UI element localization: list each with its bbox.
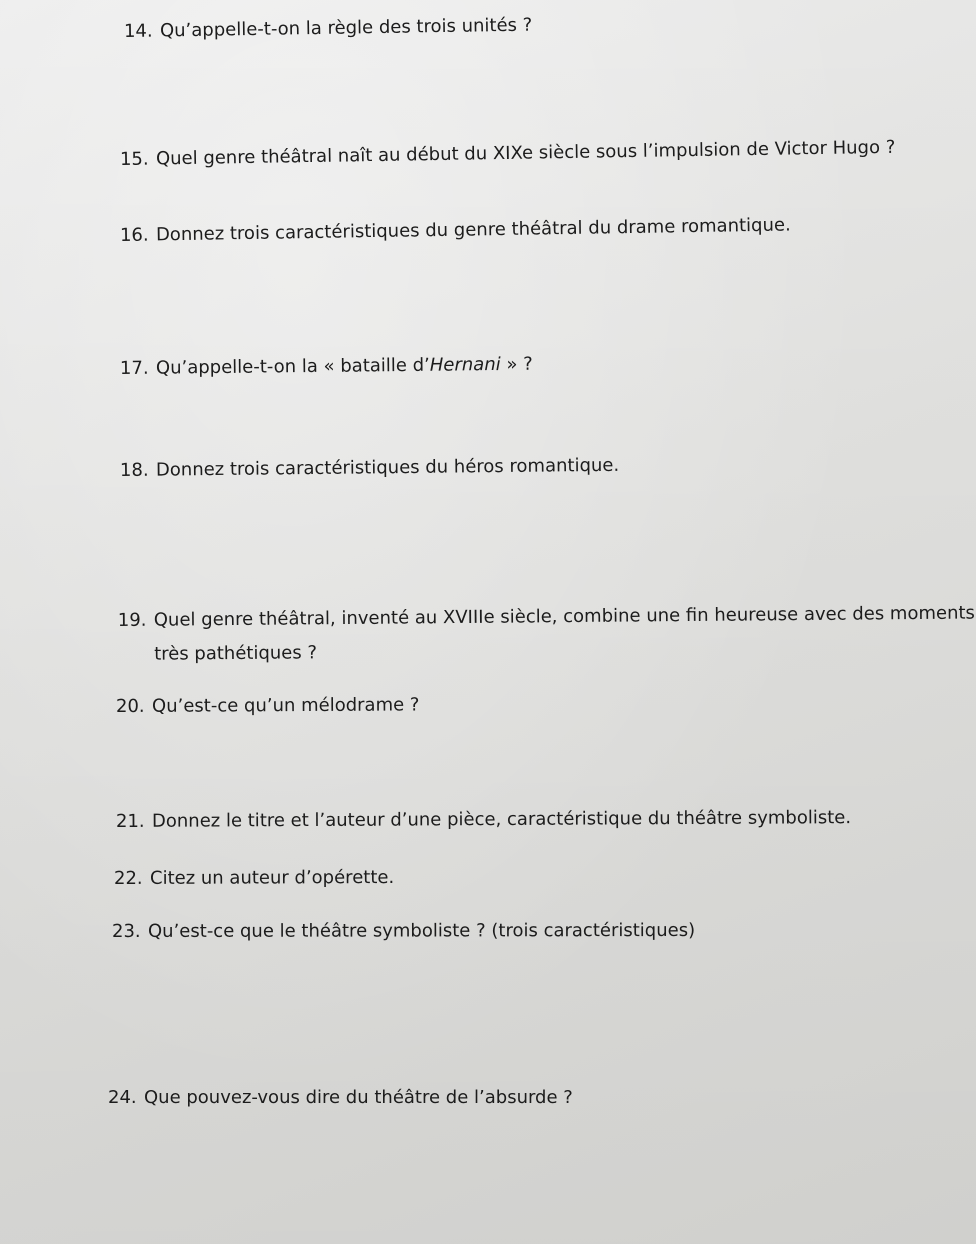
question-18 xyxy=(120,449,620,488)
question-text: Qu’est-ce qu’un mélodrame ? xyxy=(151,694,420,717)
question-21 xyxy=(116,801,851,839)
play-title-hernani: Hernani xyxy=(429,354,501,376)
question-number: 17. xyxy=(119,357,149,379)
question-number: 20. xyxy=(115,695,145,717)
question-number: 16. xyxy=(119,224,149,246)
question-text: Citez un auteur d’opérette. xyxy=(149,867,395,889)
question-number: 22. xyxy=(113,867,143,889)
question-text: Donnez le titre et l’auteur d’une pièce, caractéristique du théâtre symboliste. xyxy=(151,807,852,832)
question-number: 23. xyxy=(111,920,141,942)
question-19 xyxy=(118,597,976,673)
question-23 xyxy=(112,914,695,949)
question-number: 24. xyxy=(108,1087,137,1108)
question-number: 15. xyxy=(119,148,149,170)
question-17 xyxy=(120,348,533,387)
question-text: Qu’appelle-t-on la règle des trois unités ? xyxy=(159,14,533,42)
question-text: Quel genre théâtral, inventé au XVIIIe siècle, combine une fin heureuse avec des moments xyxy=(153,602,975,631)
question-text: Que pouvez-vous dire du théâtre de l’absurde ? xyxy=(144,1087,573,1108)
question-number: 21. xyxy=(115,810,145,832)
question-number: 14. xyxy=(123,20,153,42)
question-14 xyxy=(124,9,533,50)
question-22 xyxy=(114,861,394,896)
question-15 xyxy=(120,131,896,177)
question-20 xyxy=(116,688,420,724)
question-24 xyxy=(108,1081,573,1115)
question-text-continued: très pathétiques ? xyxy=(154,642,318,665)
question-number: 18. xyxy=(119,459,149,481)
question-text-before: Qu’appelle-t-on la « bataille d’ xyxy=(155,354,430,379)
question-text: Qu’est-ce que le théâtre symboliste ? (trois caractéristiques) xyxy=(147,919,696,942)
question-text-after: » ? xyxy=(500,353,533,376)
question-16 xyxy=(120,208,791,253)
question-text: Donnez trois caractéristiques du héros romantique. xyxy=(155,454,620,481)
question-text: Quel genre théâtral naît au début du XIXe siècle sous l’impulsion de Victor Hugo ? xyxy=(155,136,896,170)
question-text: Donnez trois caractéristiques du genre théâtral du drame romantique. xyxy=(155,214,791,246)
question-number: 19. xyxy=(117,609,147,632)
